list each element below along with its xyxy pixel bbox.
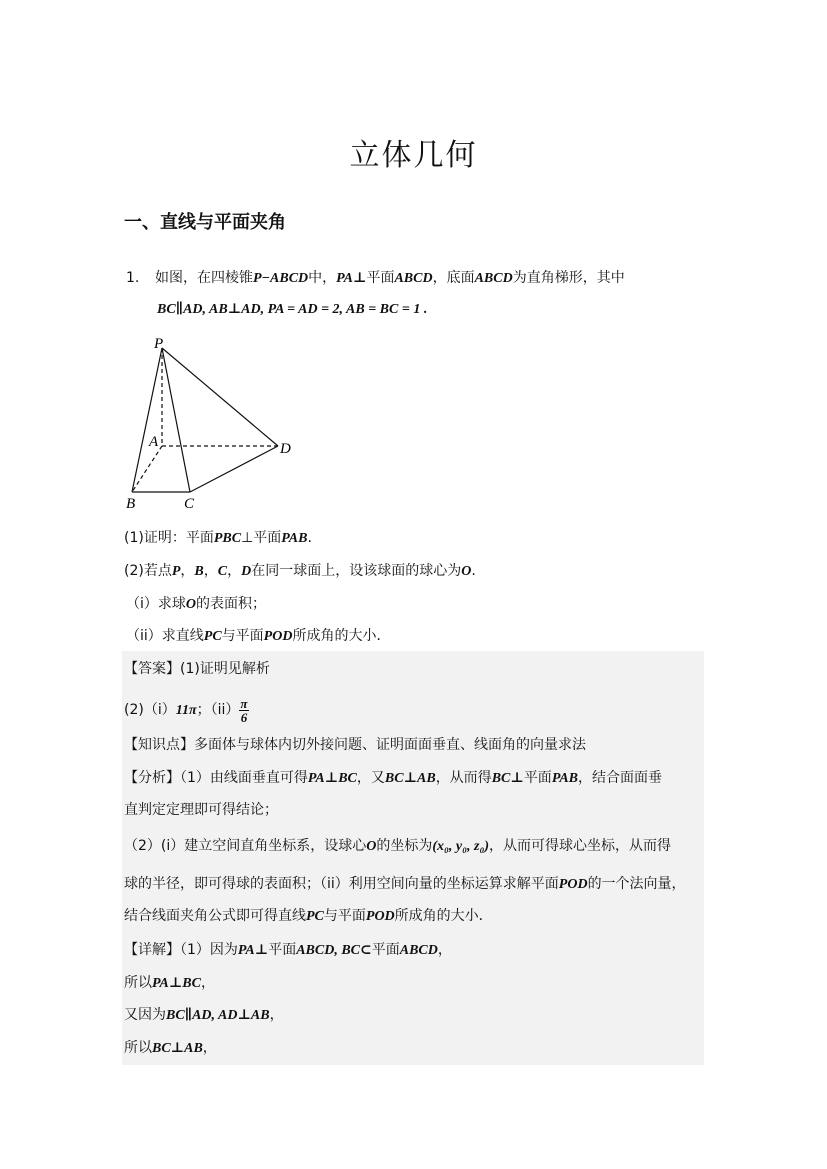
problem-line-2: BC∥AD, AB⊥AD, PA = AD = 2, AB = BC = 1 .: [157, 302, 428, 317]
text: 平面: [366, 270, 395, 286]
denominator: 6: [240, 709, 248, 725]
math: PA⊥: [237, 943, 269, 958]
analysis-line-4: [124, 874, 686, 895]
math: PC: [203, 629, 222, 644]
label-A: A: [149, 434, 159, 450]
text: (2)（i）: [124, 702, 176, 718]
page-title: 立体几何: [349, 138, 478, 173]
text: 所以: [124, 975, 152, 991]
detail-line-1: [124, 940, 452, 961]
problem-number: 1.: [126, 270, 140, 286]
text: ；（ii）: [196, 702, 240, 718]
label-B: B: [126, 496, 136, 512]
text: 的表面积；: [196, 596, 267, 612]
math: O: [185, 597, 197, 612]
text: （i）求球: [126, 596, 186, 612]
text: 的一个法向量，: [587, 876, 686, 892]
text: ，结合面面垂: [578, 770, 663, 786]
answer-line-2: [124, 693, 249, 727]
text: 所成角的大小．: [394, 908, 493, 924]
text: ，底面: [432, 270, 475, 286]
analysis-line-3: [124, 836, 671, 857]
text: 所成角的大小．: [292, 628, 391, 644]
text: (1)证明：平面: [124, 530, 214, 546]
edge-PD: [162, 348, 278, 446]
text: 【详解】（1）因为: [124, 942, 238, 958]
text: 又因为: [124, 1007, 166, 1023]
label-C: C: [184, 496, 195, 512]
question-2-i: [126, 594, 266, 615]
text: 【分析】（1）由线面垂直可得: [124, 770, 308, 786]
text: ，从而可得球心坐标，从而得: [489, 838, 672, 854]
text: (2)若点: [124, 563, 172, 579]
text: 在同一球面上，设该球面的球心为: [251, 563, 462, 579]
analysis-line-1: [124, 768, 662, 789]
math: PC: [306, 909, 324, 924]
text: 平面: [268, 942, 297, 958]
fraction: [239, 697, 248, 724]
analysis-line-2: 直判定定理即可得结论；: [124, 802, 278, 818]
numerator: π: [240, 695, 248, 711]
answer-line-1: 【答案】(1)证明见解析: [124, 661, 270, 677]
math: ABCD, BC⊂: [296, 943, 372, 958]
math: BC⊥AB: [384, 771, 436, 786]
text: ，: [227, 563, 242, 579]
math: PA⊥: [336, 271, 367, 286]
text: 为直角梯形，其中: [512, 270, 625, 286]
question-1: [124, 528, 312, 549]
math: BC⊥AB: [152, 1041, 203, 1056]
text: 如图，在四棱锥: [155, 270, 253, 286]
text: .: [307, 530, 312, 546]
text: 中，: [308, 270, 337, 286]
math: P: [171, 564, 181, 579]
text: ，: [203, 563, 218, 579]
text: 结合线面夹角公式即可得直线: [124, 908, 306, 924]
text: 与平面: [323, 908, 366, 924]
math: BC∥AD, AD⊥AB: [166, 1008, 270, 1023]
math: ABCD: [394, 271, 433, 286]
math: PAB: [551, 771, 579, 786]
math: O: [366, 839, 377, 854]
text: ，: [437, 942, 452, 958]
math: POD: [558, 877, 588, 892]
text: ，: [202, 1040, 217, 1056]
text: 与平面: [221, 628, 264, 644]
text: ，: [200, 975, 215, 991]
text: 平面: [523, 770, 552, 786]
text: 所以: [124, 1040, 152, 1056]
text: 的坐标为: [376, 838, 433, 854]
question-2-ii: [126, 626, 390, 647]
edge-CD: [190, 446, 278, 492]
math: PAB: [281, 531, 308, 546]
detail-line-3: [124, 1005, 284, 1026]
text: ⊥平面: [241, 530, 282, 546]
math: PBC: [213, 531, 242, 546]
edge-PB: [132, 348, 162, 492]
question-2: [124, 561, 476, 582]
math: PA⊥BC: [152, 976, 201, 991]
text: ，: [269, 1007, 284, 1023]
math: PA⊥BC: [307, 771, 357, 786]
math: ABCD: [399, 943, 438, 958]
math: 11π: [175, 703, 197, 718]
detail-line-4: [124, 1038, 217, 1059]
text: （ii）求直线: [126, 628, 204, 644]
text: （2）(i）建立空间直角坐标系，设球心: [124, 838, 367, 854]
math: C: [217, 564, 228, 579]
math: BC⊥: [491, 771, 524, 786]
math: D: [241, 564, 252, 579]
text: ，: [180, 563, 195, 579]
section-heading: 一、直线与平面夹角: [124, 212, 286, 233]
text: 平面: [371, 942, 400, 958]
label-P: P: [154, 336, 164, 352]
label-D: D: [280, 441, 291, 457]
pyramid-figure: [120, 330, 310, 515]
math: POD: [365, 909, 395, 924]
detail-line-2: [124, 973, 215, 994]
text: ，从而得: [435, 770, 492, 786]
edge-PC: [162, 348, 190, 492]
math: (x₀, y₀, z₀): [432, 839, 490, 854]
math: POD: [263, 629, 293, 644]
text: ，又: [356, 770, 385, 786]
text: 球的半径，即可得球的表面积；（ii）利用空间向量的坐标运算求解平面: [124, 876, 559, 892]
math: ABCD: [474, 271, 513, 286]
math: P−ABCD: [253, 271, 309, 286]
math: O: [461, 564, 472, 579]
analysis-line-5: [124, 906, 493, 927]
knowledge-points: 【知识点】多面体与球体内切外接问题、证明面面垂直、线面角的向量求法: [124, 737, 586, 753]
math: B: [194, 564, 204, 579]
text: .: [471, 563, 476, 579]
problem-line-1: [155, 268, 625, 289]
